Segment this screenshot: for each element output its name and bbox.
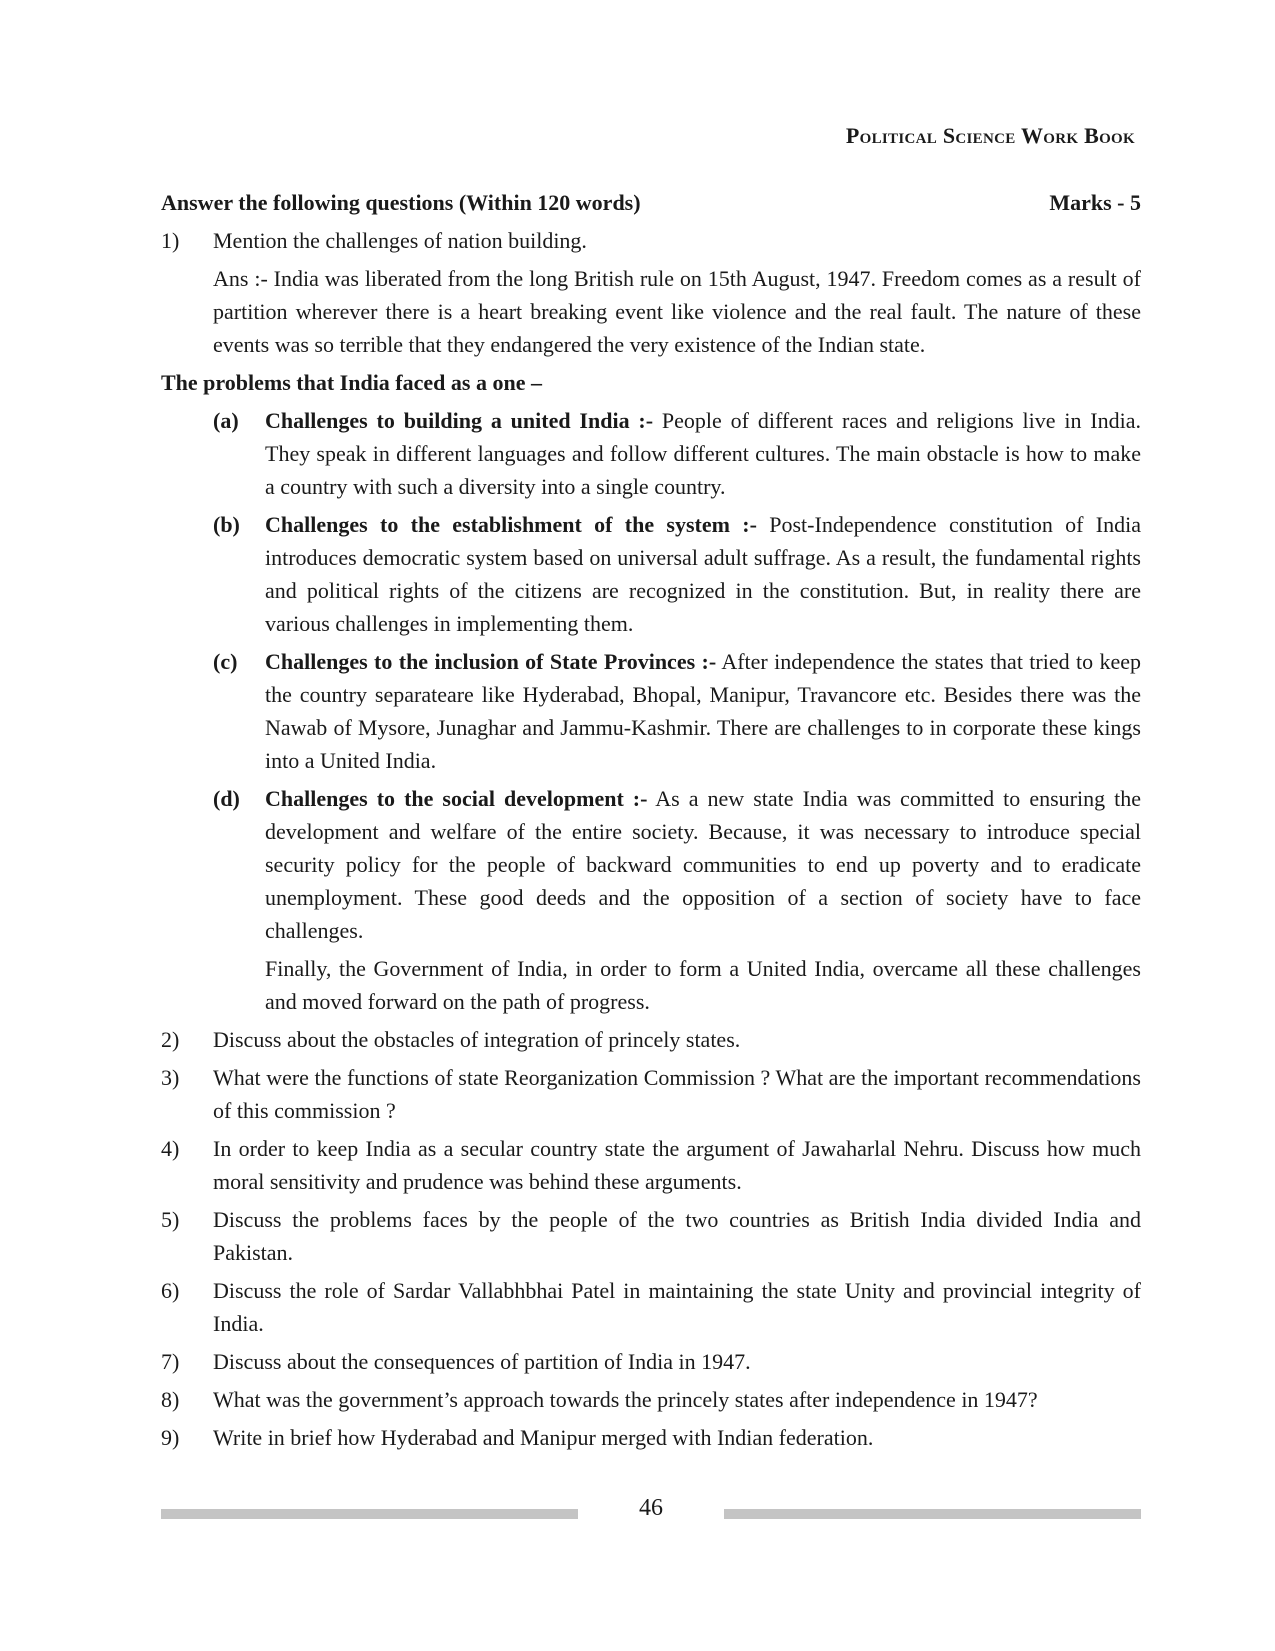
question-number: 9): [161, 1425, 180, 1450]
question-7: [161, 1345, 1141, 1378]
question-text: What were the functions of state Reorganization Commission ? What are the important recommendations of this commission ?: [213, 1065, 1141, 1123]
problem-item-b: [213, 508, 1141, 640]
question-text: Write in brief how Hyderabad and Manipur merged with Indian federation.: [213, 1425, 874, 1450]
question-text: Discuss the problems faces by the people of the two countries as British India divided India and Pakistan.: [213, 1207, 1141, 1265]
item-title: Challenges to the establishment of the system :-: [265, 512, 757, 537]
question-text: In order to keep India as a secular country state the argument of Jawaharlal Nehru. Discuss how much moral sensitivity and prudence was behind these arguments.: [213, 1136, 1141, 1194]
question-number: 7): [161, 1349, 180, 1374]
item-text: People of different races and religions live in India. They speak in different languages and follow different cultures. The main obstacle is how to make a country with such a diversity into a single country.: [265, 408, 1141, 499]
footer-rule-right: [724, 1509, 1141, 1519]
item-body: [265, 645, 1141, 777]
marks-label: Marks - 5: [1049, 190, 1141, 215]
question-4: [161, 1132, 1141, 1198]
question-2: [161, 1023, 1141, 1056]
question-number: 1): [161, 228, 180, 253]
question-text: Discuss the role of Sardar Vallabhbhai Patel in maintaining the state Unity and provincial integrity of India.: [213, 1278, 1141, 1336]
item-text: After independence the states that tried to keep the country separateare like Hyderabad, Bhopal, Manipur, Travancore etc. Besides there was the Nawab of Mysore, Junaghar and Jammu-Kashmir. There are challenges to in corporate these kings into a United India.: [265, 649, 1142, 773]
answer-paragraph: Ans :- India was liberated from the long British rule on 15th August, 1947. Freedom comes as a result of partition wherever there is a heart breaking event like violence and the real fault. The nature of these events was so terrible that they endangered the very existence of the Indian state.: [213, 266, 1141, 357]
question-1: [161, 224, 1141, 257]
question-5: [161, 1203, 1141, 1269]
item-text: Post-Independence constitution of India introduces democratic system based on universal adult suffrage. As a result, the fundamental rights and political rights of the citizens are recognized in the constitution. But, in reality there are various challenges in implementing them.: [265, 512, 1141, 636]
question-text: What was the government’s approach towards the princely states after independence in 1947?: [213, 1387, 1038, 1412]
problem-item-c: [213, 645, 1141, 777]
section-heading: [161, 186, 1141, 219]
item-letter: (a): [213, 408, 239, 433]
item-text: As a new state India was committed to ensuring the development and welfare of the entire society. Because, it was necessary to introduce special security policy for the people of backward communities to end up poverty and to eradicate unemployment. These good deeds and the opposition of a section of society have to face challenges.: [265, 786, 1141, 943]
item-letter: (c): [213, 649, 238, 674]
page-footer: [161, 1495, 1141, 1529]
section-title: Answer the following questions (Within 120 words): [161, 190, 641, 215]
question-3: [161, 1061, 1141, 1127]
problems-heading: The problems that India faced as a one –: [161, 370, 542, 395]
question-number: 3): [161, 1065, 180, 1090]
page-content: [161, 186, 1141, 1459]
question-number: 2): [161, 1027, 180, 1052]
question-6: [161, 1274, 1141, 1340]
question-number: 8): [161, 1387, 180, 1412]
question-number: 4): [161, 1136, 180, 1161]
question-8: [161, 1383, 1141, 1416]
conclusion-paragraph: Finally, the Government of India, in order to form a United India, overcame all these challenges and moved forward on the path of progress.: [265, 956, 1141, 1014]
question-number: 5): [161, 1207, 180, 1232]
item-title: Challenges to building a united India :-: [265, 408, 654, 433]
item-body: [265, 508, 1141, 640]
question-9: [161, 1421, 1141, 1454]
item-body: [265, 404, 1141, 503]
question-number: 6): [161, 1278, 180, 1303]
item-body: [265, 782, 1141, 947]
question-text: Mention the challenges of nation building.: [213, 228, 587, 253]
item-title: Challenges to the social development :-: [265, 786, 648, 811]
running-header: Political Science Work Book: [845, 123, 1135, 148]
question-text: Discuss about the consequences of partition of India in 1947.: [213, 1349, 751, 1374]
item-letter: (b): [213, 512, 240, 537]
question-text: Discuss about the obstacles of integration of princely states.: [213, 1027, 741, 1052]
page-number: 46: [639, 1495, 663, 1521]
problem-item-a: [213, 404, 1141, 503]
item-title: Challenges to the inclusion of State Provinces :-: [265, 649, 717, 674]
problem-item-d: [213, 782, 1141, 947]
item-letter: (d): [213, 786, 240, 811]
